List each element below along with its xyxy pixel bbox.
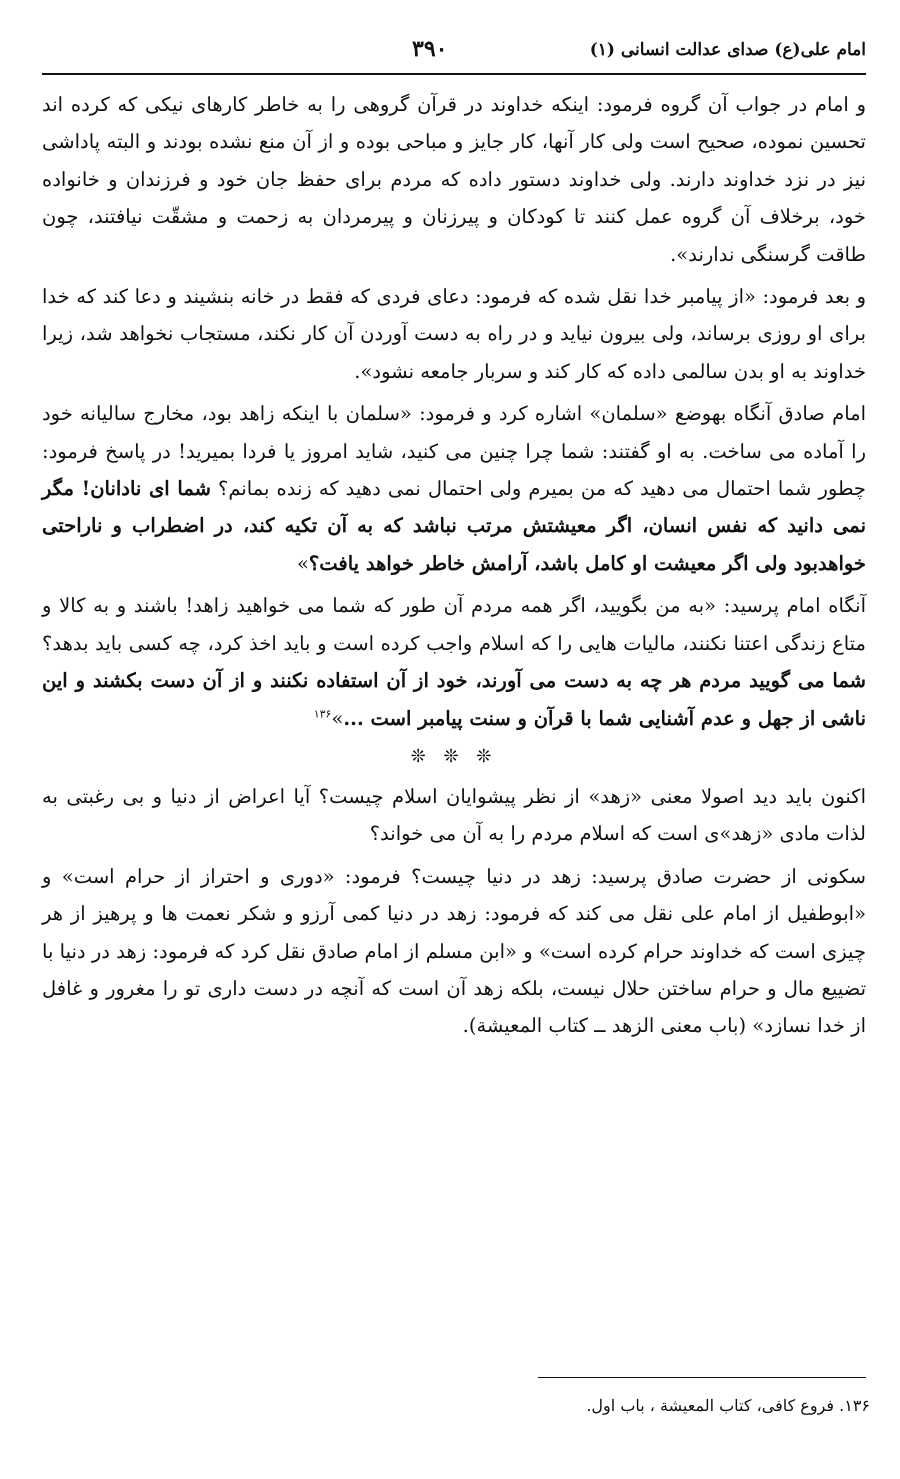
paragraph-5: [42, 778, 866, 853]
paragraph-segment: آنگاه امام پرسید: «به من بگویید، اگر همه مردم آن طور که شما می خواهید زاهد! باشند و به کالا و متاع زندگی اعتنا نکنند، مالیات هایی را که اسلام واجب کرده است و باید اخذ کرد، چه کسی باید بدهد؟: [42, 594, 866, 655]
section-divider: ❊ ❊ ❊: [410, 745, 498, 767]
paragraph-segment: »: [296, 551, 309, 575]
page-header: [42, 30, 866, 70]
paragraph-segment: اکنون باید دید اصولا معنی «زهد» از نظر پیشوایان اسلام چیست؟ آیا اعراض از دنیا و بی رغبتی به لذات مادی «زهد»ی است که اسلام مردم را به آن می خواند؟: [42, 784, 866, 846]
header-rule: [42, 73, 866, 75]
paragraph-segment: امام صادق آنگاه بهوضع «سلمان» اشاره کرد و فرمود: «سلمان با اینکه زاهد بود، مخارج سالیانه خود را آماده می ساخت. به او گفتند: شما چرا چنین می کنید، شاید امروز یا فردا بمیرید! در پاسخ فرمود: چطور شما احتمال می دهید که من بمیرم ولی احتمال نمی دهید که زنده بمانم؟: [42, 402, 866, 501]
paragraph-segment: و بعد فرمود: «از پیامبر خدا نقل شده که فرمود: دعای فردی که فقط در خانه بنشیند و دعا کند که خدا برای او روزی برساند، ولی بیرون نیاید و در راه به دست آوردن آن کار نکند، مستجاب نخواهد شد، زیرا خداوند به او بدن سالمی داده که کار کند و سربار جامعه نشود».: [42, 285, 866, 383]
running-title: امام علی(ع) صدای عدالت انسانی (۱): [589, 40, 866, 60]
footnote-reference[interactable]: ۱۳۶: [313, 707, 332, 720]
paragraph-2: [42, 278, 866, 390]
footnote: ۱۳۶. فروع کافی، کتاب المعیشة ، باب اول.: [586, 1396, 870, 1415]
page-number: ۳۹۰: [412, 36, 448, 62]
paragraph-4: [42, 587, 866, 737]
paragraph-6: [42, 858, 866, 1045]
paragraph-segment: و امام در جواب آن گروه فرمود: اینکه خداوند در قرآن گروهی را به خاطر کارهای نیکی که کرده اند تحسین نموده، صحیح است ولی کار آنها، کار جایز و مباحی بوده و از آن منع نشده بودند و البته پاداشی نیز در نزد خداوند دارند. ولی خداوند دستور داده که مردم برای حفظ جان خود و فرزندان و خانواده خود، برخلاف آن گروه عمل کنند تا کودکان و پیرزنان و پیرمردان به زحمت و مشقّت نیافتند، چون طاقت گرسنگی ندارند».: [42, 93, 866, 266]
paragraph-segment: سکونی از حضرت صادق پرسید: زهد در دنیا چیست؟ فرمود: «دوری و احتراز از حرام است» و «ابوطفیل از امام علی نقل می کند که فرمود: زهد در دنیا کمی آرزو و شکر نعمت ها و پرهیز از هر چیزی است که خداوند حرام کرده است» و «ابن مسلم از امام صادق نقل کرد که فرمود: زهد در دنیا با تضییع مال و حرام ساختن حلال نیست، بلکه زهد آن است که آنچه در دست داری تو را مغرور و غافل از خدا نسازد» (باب معنی الزهد ــ کتاب المعیشة).: [42, 864, 866, 1038]
paragraph-segment: »: [331, 706, 344, 730]
paragraph-1: [42, 86, 866, 273]
bold-passage: شما ای نادانان! مگر نمی دانید که نفس انسان، اگر معیشتش مرتب نباشد که به آن تکیه کند، در اضطراب و ناراحتی خواهدبود ولی اگر معیشت او کامل باشد، آرامش خاطر خواهد یافت؟: [42, 477, 866, 575]
paragraph-3: [42, 395, 866, 582]
body-text: [42, 86, 866, 1050]
bold-passage: شما می گویید مردم هر چه به دست می آورند، خود از آن استفاده نکنند و از آن دست بکشند و این ناشی از جهل و عدم آشنایی شما با قرآن و سنت پیامبر است ...: [42, 669, 866, 730]
footnote-rule: [538, 1377, 866, 1378]
